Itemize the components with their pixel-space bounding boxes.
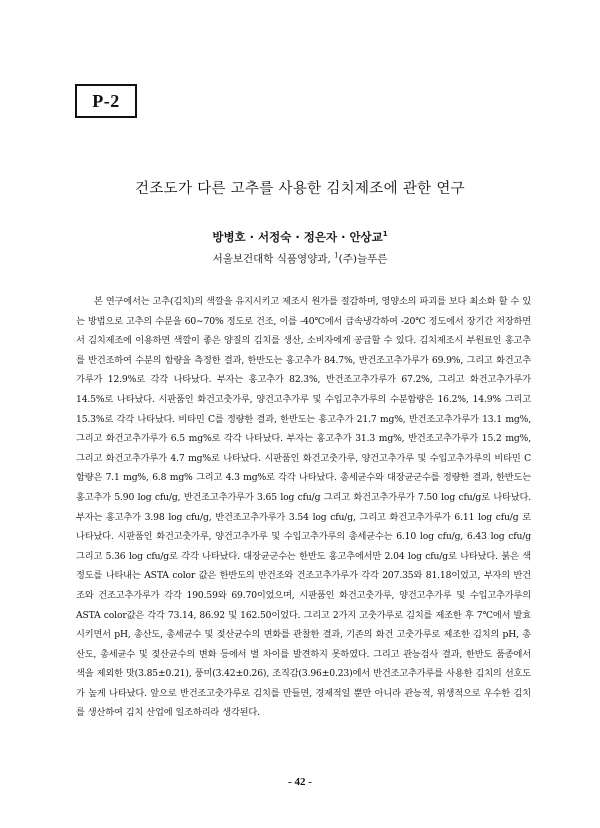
author-affiliation-mark: 1 [382, 230, 388, 239]
affiliation-main: 서울보건대학 식품영양과, [212, 253, 335, 265]
author-names: 방병호 · 서정숙 · 정은자 · 안상교 [212, 230, 383, 244]
session-label: P-2 [92, 90, 120, 111]
affiliation-mark: 1 [334, 251, 339, 260]
affiliation-line [0, 251, 600, 266]
paper-title: 건조도가 다른 고추를 사용한 김치제조에 관한 연구 [135, 181, 465, 197]
affiliation-company: (주)늘푸른 [338, 253, 388, 265]
author-list [0, 229, 600, 245]
page-number: - 42 - [288, 776, 312, 788]
abstract-body: 본 연구에서는 고추(김치)의 색깔을 유지시키고 제조시 원가를 절감하며, 영양소의 파괴를 보다 최소화 할 수 있는 방법으로 고추의 수분을 60∼70% 정도로 건조, 이를 -40℃에서 급속냉각하여 -20℃ 정도에서 장기간 저장하면서 김치제조에 이용하면 색깔이 좋은 양질의 김치를 생산, 소비자에게 공급할 수 있다. 김치제조시 부원료인 홍고추를 반건조하여 수분의 함량을 측정한 결과, 한반도는 홍고추가 84.7%, 반건조고추가루가 69.9%, 그리고 화건고추가루가 12.9%로 각각 나타났다. 부자는 홍고추가 82.3%, 반건조고추가루가 67.2%, 그리고 화건고추가루가 14.5%로 나타났다. 시판품인 화건고춧가루, 양건고추가루 및 수입고추가루의 수분함량은 16.2%, 14.9% 그리고 15.3%로 각각 나타났다. 비타민 C를 정량한 결과, 한반도는 홍고추가 21.7 mg%, 반건조고추가루가 13.1 mg%, 그리고 화건고추가루가 6.5 mg%로 각각 나타났다. 부자는 홍고추가 31.3 mg%, 반건조고추가루가 15.2 mg%, 그리고 화건고추가루가 4.7 mg%로 나타났다. 시판품인 화건고춧가루, 양건고추가루 및 수입고추가루의 비타민 C 함량은 7.1 mg%, 6.8 mg% 그리고 4.3 mg%로 각각 나타났다. 총세균수와 대장균군수를 정량한 결과, 한반도는 홍고추가 5.90 log cfu/g, 반건조고추가루가 3.65 log cfu/g 그리고 화건고추가루가 7.50 log cfu/g로 나타났다. 부자는 홍고추가 3.98 log cfu/g, 반건조고추가루가 3.54 log cfu/g, 그리고 화건고추가루가 6.11 log cfu/g 로 나타났다. 시판품인 화건고춧가루, 양건고추가루 및 수입고추가루의 총세균수는 6.10 log cfu/g, 6.43 log cfu/g 그리고 5.36 log cfu/g로 각각 나타났다. 대장균군수는 한반도 홍고추에서만 2.04 log cfu/g로 나타났다. 붉은 색 정도를 나타내는 ASTA color 값은 한반도의 반건조와 건조고추가루가 각각 207.35와 81.18이었고, 부자의 반건조와 건조고추가루가 각각 190.59와 69.70이었으며, 시판품인 화건고춧가루, 양건고추가루 및 수입고추가루의 ASTA color값은 각각 73.14, 86.92 및 162.50이었다. 그리고 2가지 고춧가루로 김치를 제조한 후 7℃에서 발효시키면서 pH, 총산도, 총세균수 및 젖산균수의 변화를 관찰한 결과, 기존의 화건 고춧가루로 제조한 김치의 pH, 총산도, 총세균수 및 젖산균수의 변화 등에서 별 차이를 발견하지 못하였다. 그리고 관능검사 결과, 한반도 품종에서 색을 제외한 맛(3.85±0.21), 풍미(3.42±0.26), 조직감(3.96±0.23)에서 반건조고추가루를 사용한 김치의 선호도가 높게 나타났다. 앞으로 반건조고춧가루로 김치를 만들면, 경제적일 뿐만 아니라 관능적, 위생적으로 우수한 김치를 생산하여 김치 산업에 일조하리라 생각된다. [76, 296, 531, 719]
session-label-box [75, 84, 137, 118]
